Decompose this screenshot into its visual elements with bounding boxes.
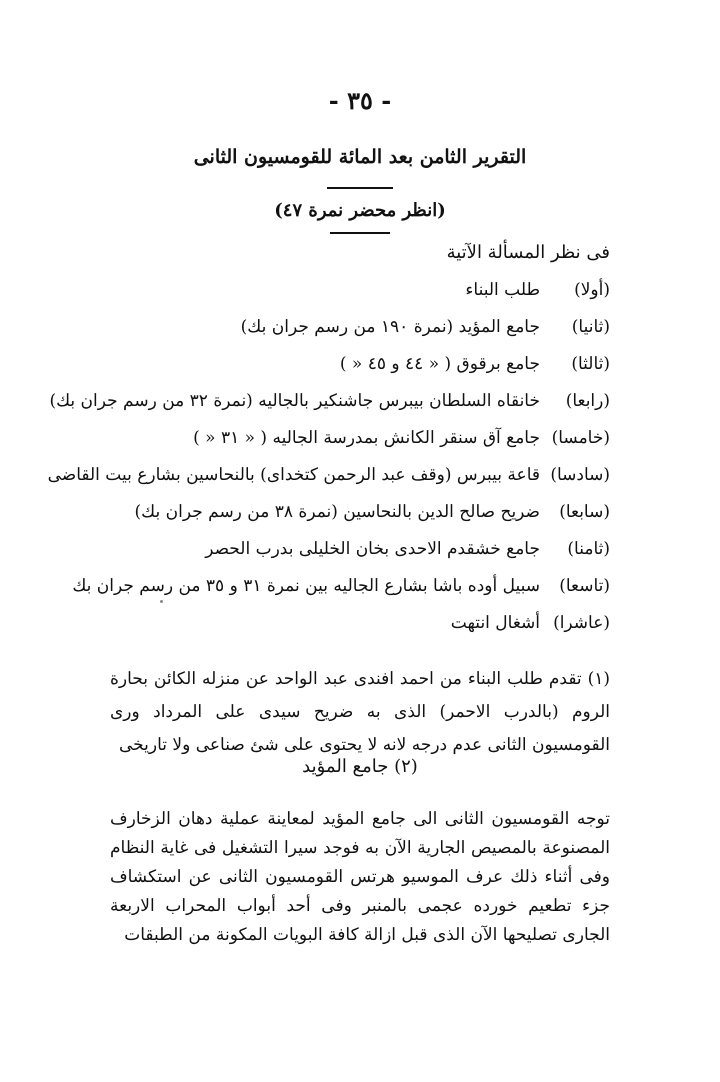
paragraph-muayyad: توجه القومسيون الثانى الى جامع المؤيد لمعاينة عملية دهان الزخارف المصنوعة بالمصيص الجارية الآن به فوجد سيرا التشغيل فى غاية النظام وفى أثناء ذلك عرف الموسيو هرتس القومسيون الثانى عن استكشاف جزء تطعيم خورده عجمى بالمنبر وفى أحد أبواب المحراب الاربعة الجارى تصليحها الآن الذى قبل ازالة كافة البويات المكونة من الطبقات: [110, 809, 610, 945]
reference-underline: [330, 232, 390, 234]
agenda-item-text: خانقاه السلطان بيبرس جاشنكير بالجاليه (نمرة ٣٢ من رسم جران بك): [49, 391, 540, 411]
minutes-reference: (انظر محضر نمرة ٤٧): [274, 200, 446, 221]
agenda-item-text: جامع المؤيد (نمرة ١٩٠ من رسم جران بك): [240, 317, 540, 337]
paragraph-building-request: (١) تقدم طلب البناء من احمد افندى عبد الواحد عن منزله الكائن بحارة الروم (بالدرب الاحمر) الذى به ضريح سيدى على المرداد ورى القومسيون الثانى عدم درجه لانه لا يحتوى على شئ صناعى ولا تاريخى: [110, 669, 610, 755]
agenda-item: [90, 346, 610, 383]
agenda-item: [49, 383, 610, 420]
agenda-item-number: (تاسعا): [559, 576, 610, 596]
agenda-item-text: سبيل أوده باشا بشارع الجاليه بين نمرة ٣١ و ٣٥ من رسم جران بك: [72, 576, 540, 596]
agenda-item: [72, 568, 610, 605]
agenda-item-number: (عاشرا): [553, 613, 610, 633]
agenda-item-number: (خامسا): [551, 428, 610, 448]
page-number: - ٣٥ -: [328, 86, 392, 115]
agenda-item-text: طلب البناء: [465, 280, 540, 300]
agenda-list: [47, 272, 610, 642]
margin-speck: [160, 600, 163, 603]
agenda-item-text: جامع آق سنقر الكانش بمدرسة الجاليه ( « ٣١ « ): [193, 428, 540, 448]
title-underline: [327, 187, 393, 189]
agenda-item: [90, 420, 610, 457]
agenda-item-number: (سادسا): [550, 465, 610, 485]
agenda-item-number: (سابعا): [559, 502, 610, 522]
agenda-item-number: (أولا): [574, 280, 610, 300]
agenda-item-number: (ثالثا): [571, 354, 610, 374]
agenda-item: [90, 309, 610, 346]
agenda-item: [90, 494, 610, 531]
agenda-item: [90, 272, 610, 309]
agenda-item-text: جامع برقوق ( « ٤٤ و ٤٥ « ): [339, 354, 540, 374]
agenda-intro: فى نظر المسألة الآتية: [446, 242, 610, 263]
agenda-item-text: قاعة بيبرس (وقف عبد الرحمن كتخداى) بالنحاسين بشارع بيت القاضى: [47, 465, 540, 485]
agenda-item-number: (ثانيا): [571, 317, 610, 337]
agenda-item: [90, 531, 610, 568]
report-title: التقرير الثامن بعد المائة للقومسيون الثانى: [193, 146, 527, 168]
agenda-item-number: (رابعا): [565, 391, 610, 411]
agenda-item-number: (ثامنا): [567, 539, 610, 559]
agenda-item-text: ضريح صالح الدين بالنحاسين (نمرة ٣٨ من رسم جران بك): [134, 502, 540, 522]
agenda-item: [47, 457, 610, 494]
agenda-item-text: جامع خشقدم الاحدى بخان الخليلى بدرب الحصر: [205, 539, 540, 559]
agenda-item-text: أشغال انتهت: [450, 613, 540, 633]
agenda-item: [90, 605, 610, 642]
section-heading-muayyad: (٢) جامع المؤيد: [302, 756, 418, 777]
